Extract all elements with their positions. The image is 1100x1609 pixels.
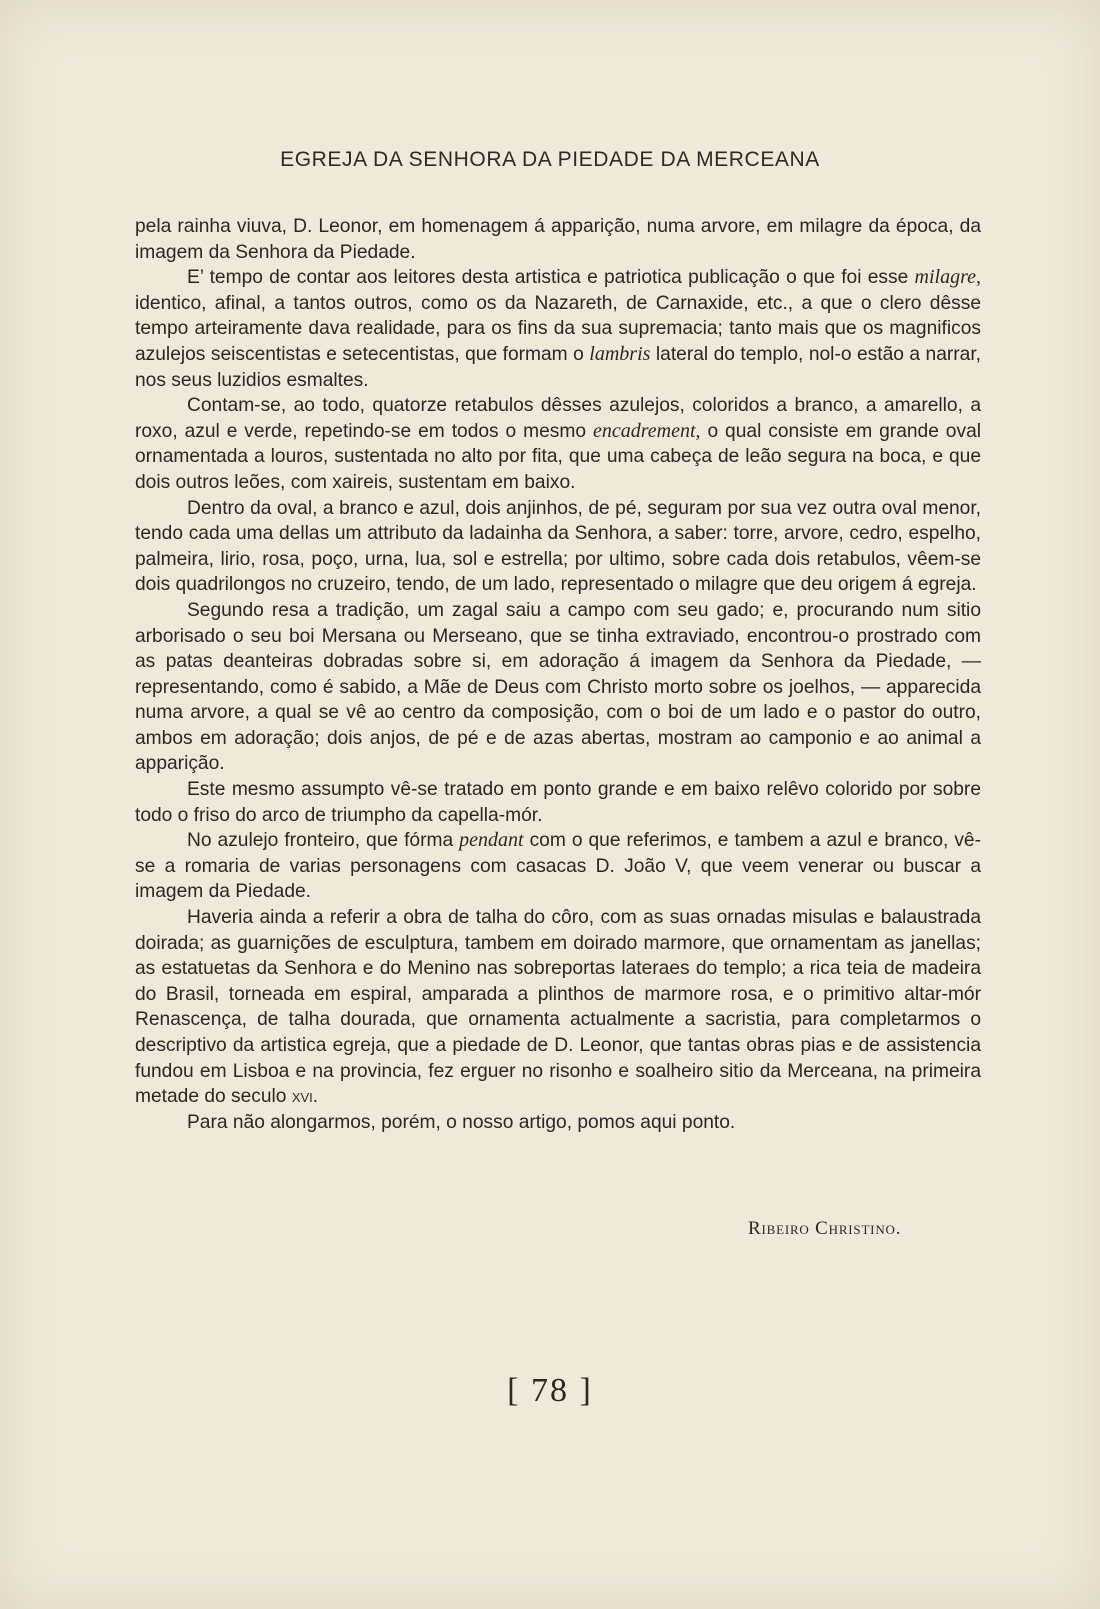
text-run: E’ tempo de contar aos leitores desta artistica e patriotica publicação o que foi esse xyxy=(187,267,915,289)
paragraph-2 xyxy=(135,265,981,393)
text-run: . xyxy=(312,1086,319,1108)
text-run: lateral do templo, nol-o estão a narrar, nos seus luzidios esmaltes. xyxy=(135,343,981,391)
text-run: com o que referimos, e tambem a azul e branco, vê-se a romaria de varias personagens com casacas D. João V, que veem venerar ou buscar a imagem da Piedade. xyxy=(135,830,981,903)
italic-term: encadrement, xyxy=(592,419,701,442)
running-header: EGREJA DA SENHORA DA PIEDADE DA MERCEANA xyxy=(280,148,820,171)
article-body xyxy=(135,214,981,1135)
text-run: identico, afinal, a tantos outros, como os da Nazareth, de Carnaxide, etc., a que o clero dêsse tempo arteiramente dava realidade, para os fins da sua supremacia; tanto mais que os magnificos azulejos seiscentistas e setecentistas, que formam o xyxy=(135,292,981,365)
century-numeral: xvi xyxy=(291,1086,313,1108)
paragraph-6: Este mesmo assumpto vê-se tratado em ponto grande e em baixo relêvo colorido por sobre todo o friso do arco de triumpho da capella-mór. xyxy=(135,779,981,826)
italic-term: milagre, xyxy=(914,266,981,289)
text-run: Contam-se, ao todo, quatorze retabulos dêsses azulejos, coloridos a branco, a amarello, a roxo, azul e verde, repetindo-se em todos o mesmo xyxy=(135,395,981,442)
italic-term: lambris xyxy=(589,342,651,365)
paragraph-8 xyxy=(135,905,981,1110)
paragraph-9: Para não alongarmos, porém, o nosso artigo, pomos aqui ponto. xyxy=(187,1111,736,1133)
paragraph-5: Segundo resa a tradição, um zagal saiu a campo com seu gado; e, procurando num sitio arborisado o seu boi Mersana ou Merseano, que se tinha extraviado, encontrou-o prostrado com as patas deanteiras dobradas sobre si, em adoração á imagem da Senhora da Piedade, — representando, como é sabido, a Mãe de Deus com Christo morto sobre os joelhos, — apparecida numa arvore, a qual se vê ao centro da composição, com o boi de um lado e o pastor do outro, ambos em adoração; dois anjos, de pé e de azas abertas, mostram ao camponio e ao animal a apparição. xyxy=(135,599,981,775)
paragraph-7 xyxy=(135,828,981,905)
paragraph-4: Dentro da oval, a branco e azul, dois anjinhos, de pé, seguram por sua vez outra oval menor, tendo cada uma dellas um attributo da ladainha da Senhora, a saber: torre, arvore, cedro, espelho, palmeira, lirio, rosa, poço, urna, lua, sol e estrella; por ultimo, sobre cada dois retabulos, vêem-se dois quadrilongos no cruzeiro, tendo, de um lado, representado o milagre que deu origem á egreja. xyxy=(135,497,981,596)
italic-term: pendant xyxy=(459,829,524,852)
author-signature: Ribeiro Christino. xyxy=(748,1218,902,1239)
paragraph-1: pela rainha viuva, D. Leonor, em homenagem á apparição, numa arvore, em milagre da época, da imagem da Senhora da Piedade. xyxy=(135,216,981,263)
text-run: o qual consiste em grande oval ornamentada a louros, sustentada no alto por fita, que uma cabeça de leão segura na boca, e que dois outros leões, com xaireis, sustentam em baixo. xyxy=(135,420,982,493)
paragraph-3 xyxy=(135,393,981,495)
text-run: No azulejo fronteiro, que fórma xyxy=(187,830,460,852)
text-run: Haveria ainda a referir a obra de talha do côro, com as suas ornadas misulas e balaustrada doirada; as guarnições de esculptura, tambem em doirado marmore, que ornamentam as janellas; as estatuetas da Senhora e do Menino nas sobreportas lateraes do templo; a rica teia de madeira do Brasil, torneada em espiral, amparada a plinthos de marmore rosa, e o primitivo altar-mór Renascença, de talha dourada, que ornamenta actualmente a sacristia, para completarmos o descriptivo da artistica egreja, que a piedade de D. Leonor, que tantas obras pias e de assistencia fundou em Lisboa e na provincia, fez erguer no risonho e soalheiro sitio da Merceana, na primeira metade do seculo xyxy=(135,907,981,1108)
page-number: [ 78 ] xyxy=(507,1372,593,1409)
